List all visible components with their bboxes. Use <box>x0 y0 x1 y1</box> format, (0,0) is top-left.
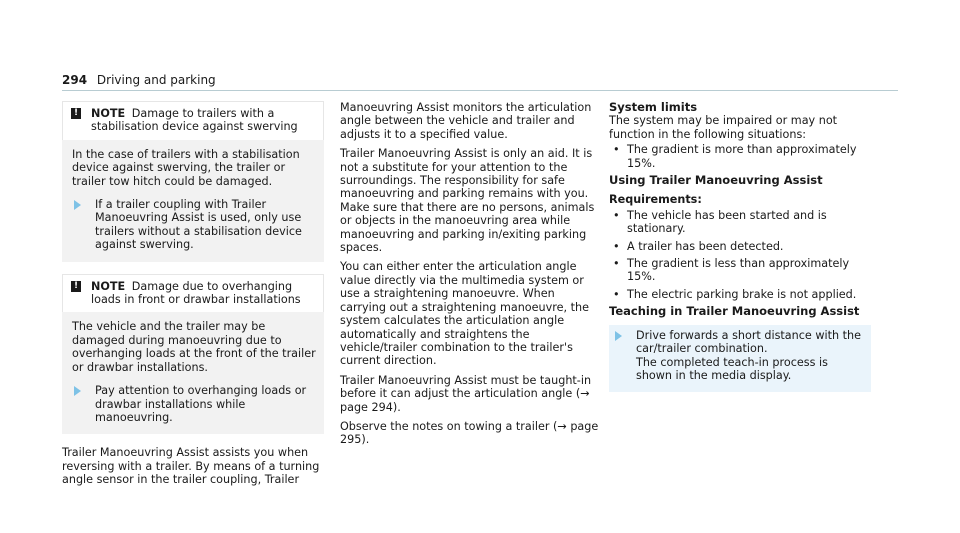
requirements-title: Requirements: <box>609 193 702 207</box>
note-title-text: Damage due to overhanging loads in front or drawbar installations <box>91 279 301 307</box>
step-text: Pay attention to overhanging loads or drawbar installations while manoeuvring. <box>95 384 307 424</box>
paragraph-page-ref[interactable]: Trailer Manoeuvring Assist must be taught-in before it can adjust the articulation angle (→ page 294). <box>340 373 592 414</box>
step-text: If a trailer coupling with Trailer Manoeuvring Assist is used, only use trailers without a stabilisation device against swerving. <box>95 198 302 252</box>
step-arrow-icon <box>74 200 81 210</box>
paragraph: Trailer Manoeuvring Assist is only an aid. It is not a substitute for your attention to the surroundings. The responsibility for safe manoeuvring and parking remains with you. Make sure that there are no persons, animals or objects in the manoeuvring area while manoeuvring and parking in/exiting parking spaces. <box>340 147 595 255</box>
step-result: The completed teach-in process is shown in the media display. <box>636 355 828 382</box>
note-header <box>62 274 324 313</box>
page-header <box>62 74 216 87</box>
header-divider <box>62 90 898 91</box>
note-label: NOTE <box>91 279 126 293</box>
system-limits-list <box>609 143 871 170</box>
note-label: NOTE <box>91 107 126 120</box>
note-body-text: The vehicle and the trailer may be damaged during manoeuvring due to overhanging loads at the front of the trailer or drawbar installations. <box>72 320 316 374</box>
column-1 <box>62 101 324 493</box>
system-limits-title: System limits <box>609 100 698 114</box>
note-body <box>62 312 324 434</box>
note-body <box>62 140 324 262</box>
column-2 <box>340 101 602 453</box>
step-text: Drive forwards a short distance with the car/trailer combination. <box>636 328 861 356</box>
instruction-step <box>74 384 316 424</box>
warning-icon: ! <box>71 281 81 292</box>
note-body-text: In the case of trailers with a stabilisation device against swerving, the trailer or trailer tow hitch could be damaged. <box>72 147 300 188</box>
note-title-text: Damage to trailers with a stabilisation device against swerving <box>91 107 298 134</box>
teach-in-step <box>609 325 871 393</box>
note-trailer-stabilisation <box>62 101 324 262</box>
requirements-list <box>609 209 871 301</box>
note-title <box>91 280 315 307</box>
column-3 <box>609 101 871 392</box>
step-arrow-icon <box>615 331 622 341</box>
warning-icon: ! <box>71 108 81 119</box>
list-item: • The gradient is less than approximately 15%. <box>609 257 871 284</box>
teach-in-title: Teaching in Trailer Manoeuvring Assist <box>609 304 860 319</box>
instruction-step <box>74 198 316 252</box>
note-overhanging-loads <box>62 274 324 435</box>
list-item: • A trailer has been detected. <box>609 240 871 253</box>
step-arrow-icon <box>74 386 81 396</box>
section-title: Driving and parking <box>96 73 216 87</box>
paragraph: Manoeuvring Assist monitors the articulation angle between the vehicle and trailer and adjusts it to a specified value. <box>340 101 592 141</box>
system-limits-text: The system may be impaired or may not function in the following situations: <box>609 114 838 141</box>
note-title <box>91 107 315 134</box>
note-header <box>62 101 324 140</box>
page-number: 294 <box>62 73 88 87</box>
paragraph-page-ref[interactable]: Observe the notes on towing a trailer (→ page 295). <box>340 419 599 447</box>
paragraph: You can either enter the articulation angle value directly via the multimedia system or use a straightening manoeuvre. When carrying out a straightening manoeuvre, the system calculates the articulation angle automatically and straightens the vehicle/trailer combination to the trailer's current direction. <box>340 260 589 368</box>
using-title: Using Trailer Manoeuvring Assist <box>609 173 823 188</box>
list-item: • The electric parking brake is not applied. <box>609 288 871 301</box>
list-item: • The gradient is more than approximately 15%. <box>609 143 871 170</box>
intro-paragraph: Trailer Manoeuvring Assist assists you when reversing with a trailer. By means of a turning angle sensor in the trailer coupling, Trailer <box>62 446 320 487</box>
list-item: • The vehicle has been started and is stationary. <box>609 209 871 236</box>
